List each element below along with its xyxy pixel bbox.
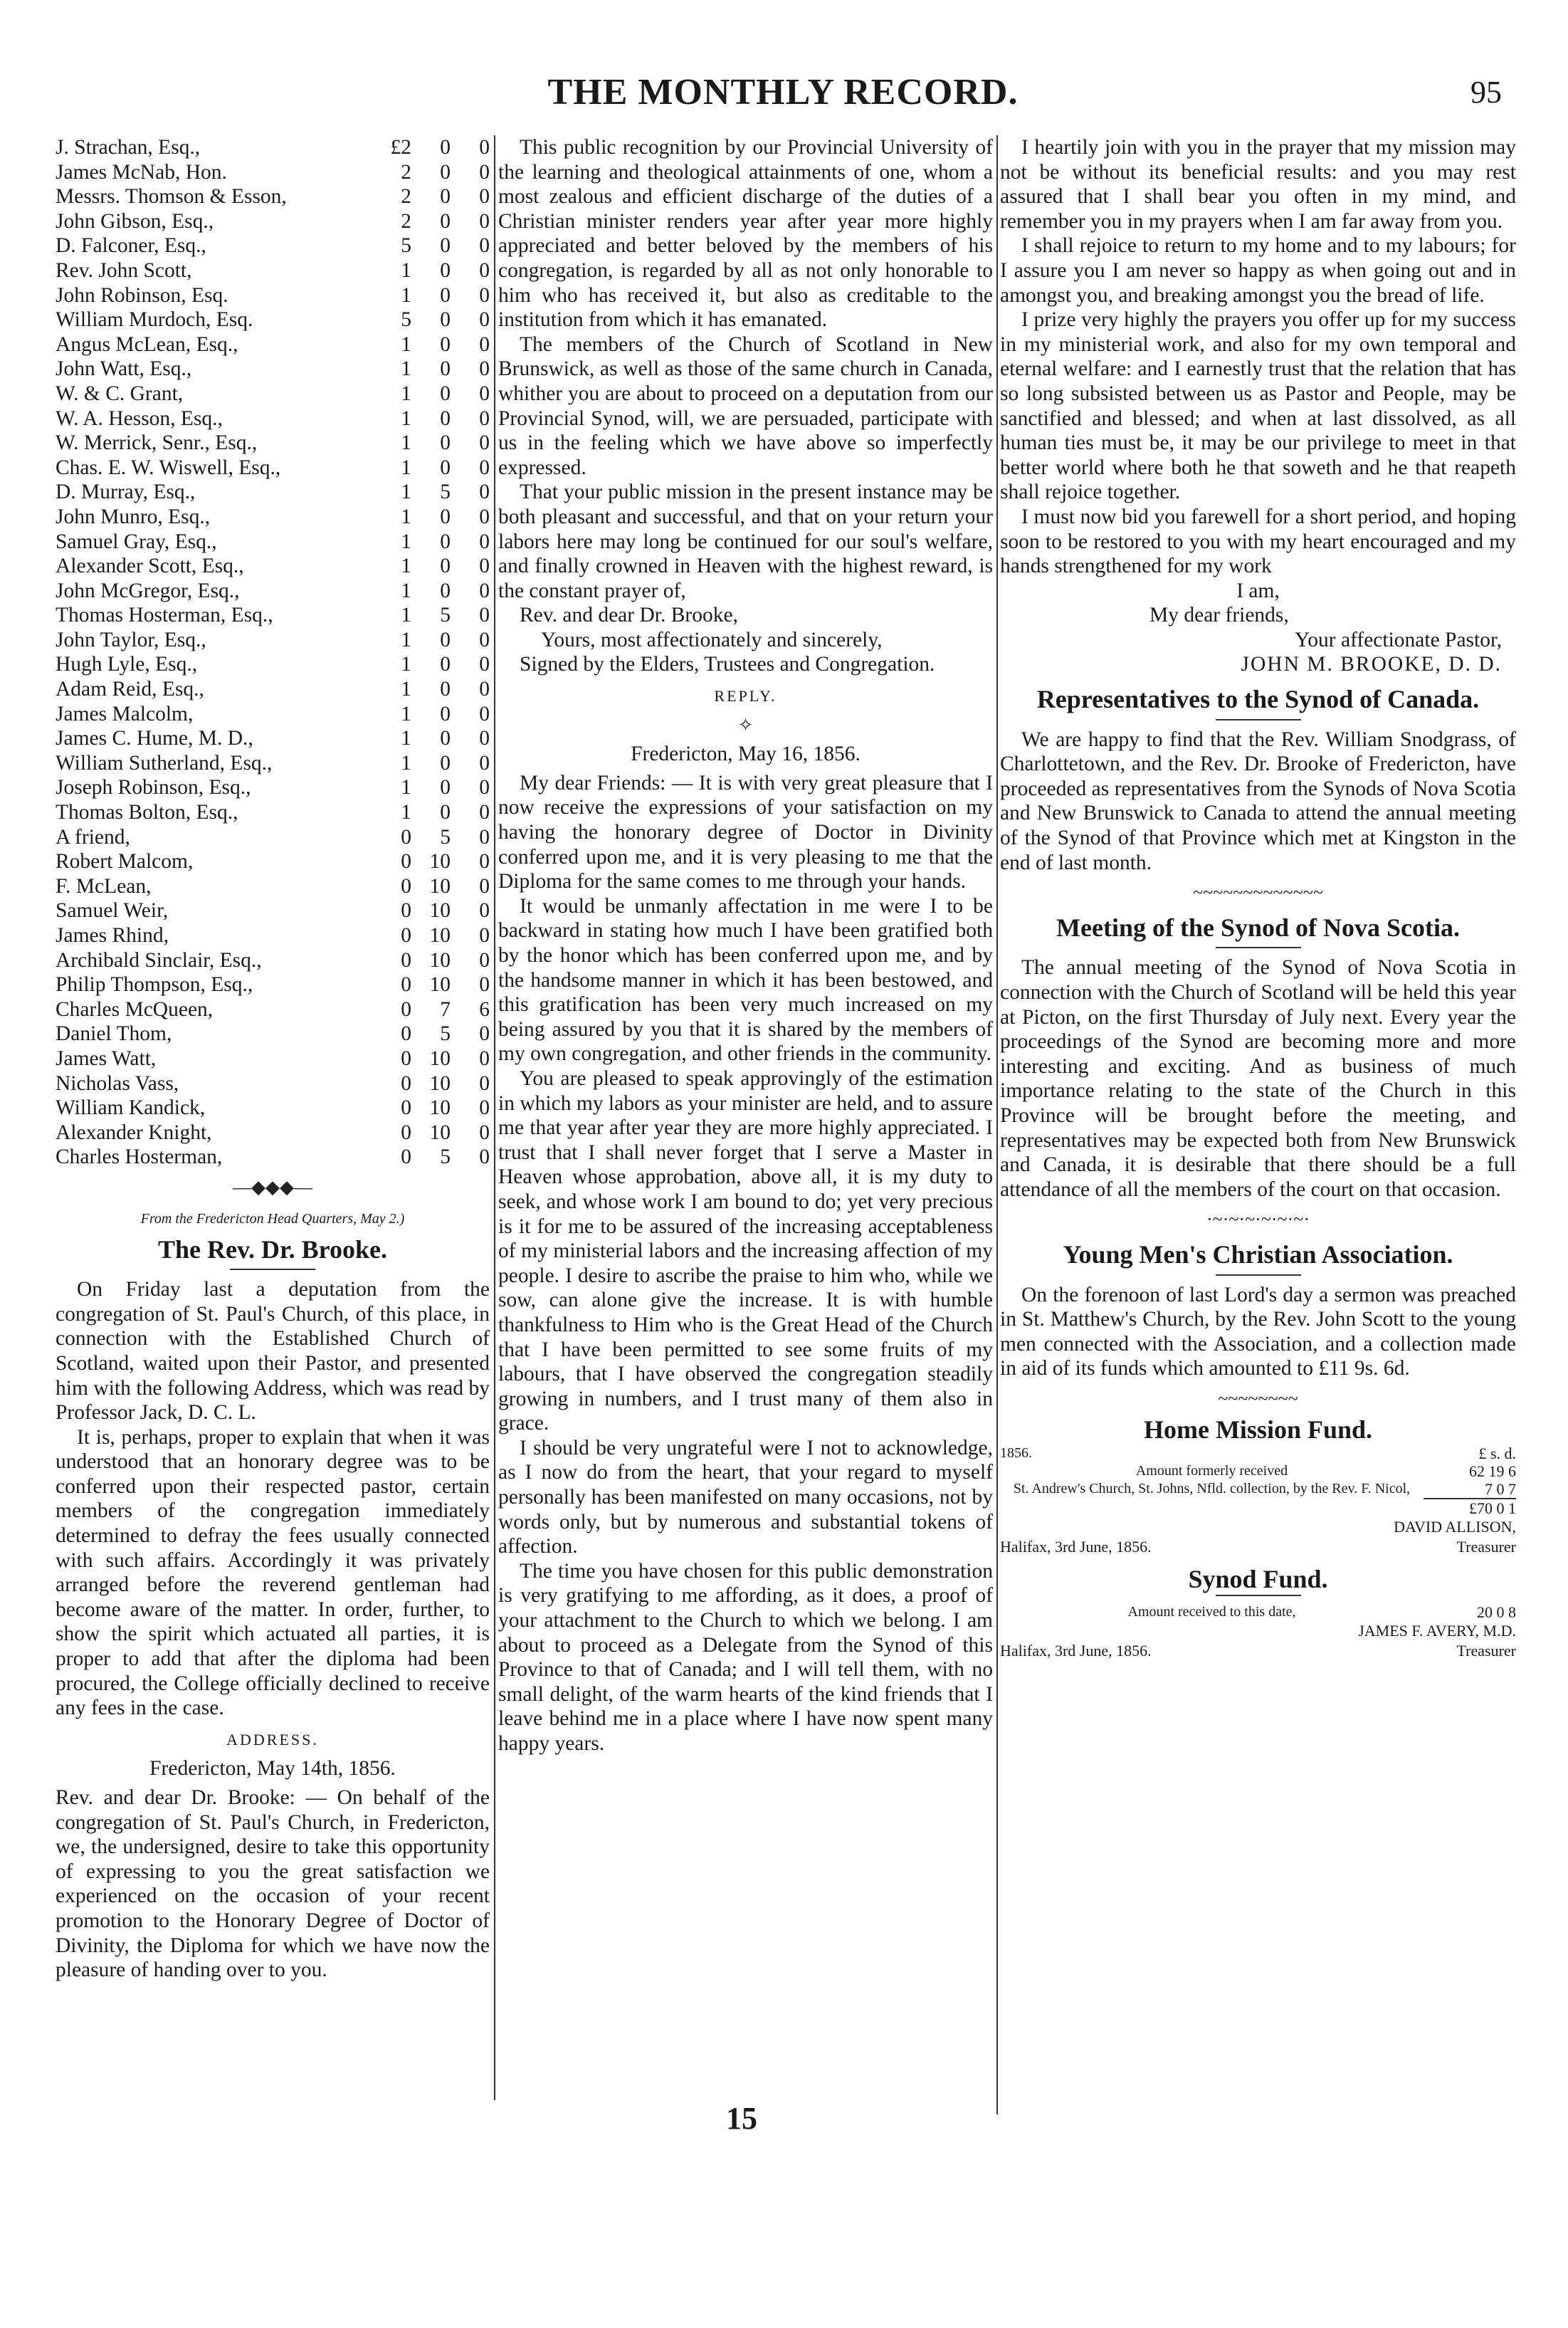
amount-pounds: 0	[401, 1071, 411, 1095]
address-dateline: Fredericton, May 14th, 1856.	[149, 1757, 396, 1781]
paragraph: The annual meeting of the Synod of Nova Scotia in connection with the Church of Scotland will be held this year at Picton, on the first Thursday of July next. Every year the proceedings of the Synod are becoming more and more interesting and exciting. And as business of much importance relating to the state of the Church in this Province will be brought before the meeting, and representatives may be expected both from New Brunswick and Canada, it is desirable that there should be a full attendance of all the members of the court on that occasion.	[1000, 956, 1516, 1201]
amount-shillings: 5	[440, 481, 451, 504]
amount-pounds: 1	[401, 332, 411, 356]
paragraph: The members of the Church of Scotland in New Brunswick, as well as those of the same church in Canada, whither you are about to proceed on a deputation from our Provincial Synod, will, we are persuaded, participate with us in the feeling which we have above so imperfectly expressed.	[498, 332, 993, 479]
closing-line: I am,	[1236, 579, 1280, 602]
synod-fund	[1000, 1567, 1516, 1661]
subscription-row	[56, 480, 490, 505]
subscriber-name: John Taylor, Esq.,	[56, 628, 206, 651]
closing-line: Yours, most affectionately and sincerely,	[541, 628, 883, 651]
amount-pounds: 0	[401, 1096, 411, 1120]
amount-shillings: 0	[440, 678, 451, 701]
amount-pounds: 0	[401, 1145, 411, 1169]
subscription-row	[56, 948, 490, 973]
amount-shillings: 10	[429, 1047, 451, 1070]
amount-shillings: 0	[440, 209, 451, 233]
amount-pence: 0	[479, 258, 490, 282]
fund-line	[1000, 1480, 1516, 1498]
amount-shillings: 5	[440, 825, 451, 849]
ornament-divider: ~~~~~~~~	[1218, 1388, 1298, 1409]
amount-pence: 0	[479, 702, 490, 725]
amount-pence: 0	[479, 431, 490, 455]
paragraph: We are happy to find that the Rev. William Snodgrass, of Charlottetown, and the Rev. Dr. Brooke of Fredericton, have proceeded as representatives from the Synods of Nova Scotia and New Brunswick to Canada to attend the annual meeting of the Synod of that Province which met at Kingston in the end of last month.	[1000, 728, 1516, 874]
fund-line-label: Amount formerly received	[1135, 1463, 1288, 1479]
amount-pounds: 1	[401, 481, 411, 504]
amount-pounds: 1	[401, 505, 411, 528]
amount-pounds: 0	[401, 899, 411, 923]
amount-shillings: 0	[440, 555, 451, 578]
amount-pounds: 2	[401, 209, 411, 233]
subscription-row	[56, 923, 490, 948]
subscriber-name: James McNab, Hon.	[56, 160, 227, 184]
reply-heading: REPLY.	[714, 687, 777, 706]
subscriber-name: Nicholas Vass,	[56, 1071, 179, 1095]
page-number: 95	[1470, 75, 1502, 110]
divider	[1216, 1595, 1301, 1596]
amount-shillings: 0	[440, 751, 451, 775]
amount-pounds: 1	[401, 628, 411, 651]
subscription-row	[56, 775, 490, 800]
subscriber-name: William Murdoch, Esq.	[56, 308, 253, 332]
home-mission-title: Home Mission Fund.	[1143, 1415, 1373, 1444]
subscriber-name: James Watt,	[56, 1047, 157, 1070]
ornament-divider: ~~~~~~~~~~~~~	[1193, 882, 1323, 903]
paragraph: Rev. and dear Dr. Brooke: — On behalf of the congregation of St. Paul's Church, in Fredericton, we, the undersigned, desire to take this opportunity of expressing to you the great satisfaction we experienced on the occasion of your recent promotion to the Honorary Degree of Doctor of Divinity, the Diploma for which we have now the pleasure of handing over to you.	[56, 1786, 490, 1982]
amount-pounds: 1	[401, 702, 411, 725]
amount-shillings: 10	[429, 1121, 451, 1144]
amount-shillings: 0	[440, 727, 451, 750]
subscriber-name: Samuel Gray, Esq.,	[56, 530, 217, 553]
subscription-row	[56, 1071, 490, 1096]
paragraph: On the forenoon of last Lord's day a sermon was preached in St. Matthew's Church, by the Rev. John Scott to the young men connected with the Association, and a collection made in aid of its funds which amounted to £11 9s. 6d.	[1000, 1283, 1516, 1380]
subscription-row	[56, 825, 490, 850]
subscription-row	[56, 603, 490, 628]
fund-line-value: 20 0 8	[1477, 1603, 1516, 1621]
subscriber-name: John Robinson, Esq.	[56, 283, 228, 307]
subscriber-name: A friend,	[56, 825, 130, 849]
subscriber-name: Hugh Lyle, Esq.,	[56, 653, 198, 676]
subscriber-name: Archibald Sinclair, Esq.,	[56, 948, 262, 972]
paragraph: It is, perhaps, proper to explain that when it was understood that an honorary degree was to be conferred upon their respected pastor, certain members of the congregation immediately determined to defray the fees usually connected with such affairs. Accordingly it was privately arranged before the reverend gentleman had become aware of the matter. In order, further, to show the spirit which actuated all parties, it is proper to add that after the diploma had been procured, the College officially declined to receive any fees in the case.	[56, 1425, 490, 1720]
subscriber-name: John Munro, Esq.,	[56, 505, 211, 528]
fund-line-label: Amount received to this date,	[1127, 1603, 1296, 1620]
amount-pounds: 1	[401, 555, 411, 578]
subscriber-name: James C. Hume, M. D.,	[56, 727, 253, 750]
subscriber-name: Angus McLean, Esq.,	[56, 332, 238, 356]
subscription-row	[56, 800, 490, 825]
subscriber-name: Chas. E. W. Wiswell, Esq.,	[56, 456, 281, 479]
fund-line-label: St. Andrew's Church, St. Johns, Nfld. collection, by the Rev. F. Nicol,	[1013, 1481, 1411, 1497]
amount-pounds: 0	[401, 948, 411, 972]
fund-signer: JAMES F. AVERY, M.D.	[1358, 1621, 1516, 1640]
amount-pence: 0	[479, 1022, 490, 1046]
subscriber-name: John McGregor, Esq.,	[56, 579, 240, 602]
subscription-row	[56, 579, 490, 604]
amount-pence: 0	[479, 874, 490, 898]
amount-pence: 0	[479, 751, 490, 775]
home-mission-fund	[1000, 1417, 1516, 1558]
amount-pence: 0	[479, 1071, 490, 1095]
page-title: THE MONTHLY RECORD.	[547, 72, 1019, 112]
synod-fund-title: Synod Fund.	[1188, 1565, 1328, 1594]
amount-shillings: 5	[440, 1022, 451, 1046]
brooke-article-title: The Rev. Dr. Brooke.	[157, 1234, 387, 1264]
amount-pence: 0	[479, 653, 490, 676]
amount-pence: 0	[479, 382, 490, 405]
subscriber-name: D. Falconer, Esq.,	[56, 234, 206, 258]
subscription-row	[56, 357, 490, 382]
amount-pounds: 2	[401, 185, 411, 209]
closing-line: Signed by the Elders, Trustees and Congregation.	[520, 653, 935, 676]
amount-pence: 0	[479, 407, 490, 430]
signature-row	[1000, 1517, 1516, 1537]
amount-pence: 0	[479, 209, 490, 233]
subscriber-name: Daniel Thom,	[56, 1022, 172, 1046]
subscriber-name: Alexander Scott, Esq.,	[56, 555, 244, 578]
divider	[230, 1269, 315, 1270]
column-2	[498, 135, 993, 1756]
amount-pounds: 1	[401, 604, 411, 627]
closing-line: Rev. and dear Dr. Brooke,	[520, 604, 738, 627]
subscription-row	[56, 628, 490, 653]
amount-shillings: 10	[429, 1096, 451, 1120]
signature-row	[1000, 1621, 1516, 1641]
amount-pounds: 0	[401, 997, 411, 1021]
subscriber-name: W. & C. Grant,	[56, 382, 184, 405]
amount-pence: 0	[479, 357, 490, 381]
amount-shillings: 0	[440, 332, 451, 356]
paragraph: I shall rejoice to return to my home and to my labours; for I assure you I am never so happy as when going out and in amongst you, and breaking amongst you the bread of life.	[1000, 234, 1516, 307]
amount-pence: 0	[479, 776, 490, 799]
subscription-row	[56, 209, 490, 234]
subscription-row	[56, 677, 490, 702]
subscriber-name: Rev. John Scott,	[56, 258, 192, 282]
amount-shillings: 7	[440, 997, 451, 1021]
amount-pounds: 0	[401, 973, 411, 997]
amount-pounds: 1	[401, 678, 411, 701]
subscriber-name: John Gibson, Esq.,	[56, 209, 214, 233]
amount-pounds: 1	[401, 283, 411, 307]
amount-pounds: 1	[401, 579, 411, 602]
amount-shillings: 0	[440, 801, 451, 824]
fund-line	[1000, 1603, 1516, 1621]
amount-pence: 6	[479, 997, 490, 1021]
subscription-list	[56, 135, 490, 1170]
paragraph: I must now bid you farewell for a short period, and hoping soon to be restored to you with my heart encouraged and my hands strengthened for my work	[1000, 505, 1516, 578]
subscription-row	[56, 554, 490, 579]
amount-pounds: 1	[401, 357, 411, 381]
amount-shillings: 0	[440, 308, 451, 332]
subscription-row	[56, 407, 490, 431]
amount-pence: 0	[479, 924, 490, 947]
subscriber-name: Alexander Knight,	[56, 1121, 212, 1144]
subscriber-name: William Sutherland, Esq.,	[56, 751, 273, 775]
amount-pence: 0	[479, 505, 490, 528]
amount-shillings: 0	[440, 407, 451, 430]
page-header	[43, 71, 1523, 121]
fund-role: Treasurer	[1456, 1538, 1516, 1556]
amount-pence: 0	[479, 948, 490, 972]
subscriber-name: Thomas Bolton, Esq.,	[56, 801, 238, 824]
amount-shillings: 10	[429, 924, 451, 947]
amount-shillings: 5	[440, 604, 451, 627]
amount-shillings: 10	[429, 850, 451, 874]
paragraph: My dear Friends: — It is with very great pleasure that I now receive the expressions of your satisfaction on my having the honorary degree of Doctor in Divinity conferred upon me, and it is very pleasing to me that the Diploma for the same comes to me through your hands.	[498, 771, 993, 893]
subscription-row	[56, 456, 490, 481]
subscription-row	[56, 332, 490, 357]
amount-shillings: 0	[440, 234, 451, 258]
amount-shillings: 0	[440, 530, 451, 553]
subscriber-name: Thomas Hosterman, Esq.,	[56, 604, 273, 627]
amount-shillings: 0	[440, 357, 451, 381]
subscriber-name: Adam Reid, Esq.,	[56, 678, 204, 701]
amount-pounds: 2	[401, 160, 411, 184]
amount-shillings: 0	[440, 653, 451, 676]
amount-pence: 0	[479, 628, 490, 651]
subscriber-name: Samuel Weir,	[56, 899, 169, 923]
paragraph: The time you have chosen for this public demonstration is very gratifying to me affording, as it does, a proof of your attachment to the Church to which we belong. I am about to proceed as a Delegate from the Synod of this Province to that of Canada; and I will tell them, with no small delight, of the warm hearts of the kind friends that I leave behind me in a place where I have now spent many happy years.	[498, 1559, 993, 1755]
amount-pence: 0	[479, 283, 490, 307]
amount-shillings: 0	[440, 382, 451, 405]
synod-meeting-title: Meeting of the Synod of Nova Scotia.	[1056, 913, 1460, 942]
subscription-row	[56, 874, 490, 899]
amount-shillings: 0	[440, 702, 451, 725]
amount-pounds: 1	[401, 653, 411, 676]
amount-pence: 0	[479, 1096, 490, 1120]
amount-shillings: 0	[440, 160, 451, 184]
subscriber-name: J. Strachan, Esq.,	[56, 136, 201, 159]
fund-total-value: £70 0 1	[1424, 1498, 1516, 1517]
subscriber-name: F. McLean,	[56, 874, 152, 898]
amount-shillings: 0	[440, 505, 451, 528]
subscription-row	[56, 898, 490, 923]
column-1	[56, 135, 490, 1983]
divider	[1216, 719, 1301, 720]
subscriber-name: Robert Malcom,	[56, 850, 194, 874]
amount-pence: 0	[479, 1047, 490, 1070]
amount-pounds: 1	[401, 382, 411, 405]
reply-dateline: Fredericton, May 16, 1856.	[631, 743, 861, 766]
amount-pence: 0	[479, 308, 490, 332]
fund-line	[1000, 1462, 1516, 1480]
amount-pounds: 0	[401, 1121, 411, 1144]
amount-pounds: 1	[401, 776, 411, 799]
amount-pounds: 5	[401, 234, 411, 258]
subscriber-name: Charles McQueen,	[56, 997, 214, 1021]
amount-pence: 0	[479, 136, 490, 159]
amount-pence: 0	[479, 185, 490, 209]
subscription-row	[56, 972, 490, 997]
column-3	[1000, 135, 1516, 1661]
paragraph: On Friday last a deputation from the congregation of St. Paul's Church, of this place, in connection with the Established Church of Scotland, waited upon their Pastor, and presented him with the following Address, which was read by Professor Jack, D. C. L.	[56, 1278, 490, 1425]
fund-year: 1856.	[1000, 1445, 1032, 1462]
signature-mark: 15	[726, 2101, 757, 2136]
paragraph: That your public mission in the present instance may be both pleasant and successful, and that on your return your labors here may long be continued for our soul's welfare, and finally crowned in Heaven with the highest reward, is the constant prayer of,	[498, 481, 993, 602]
amount-pence: 0	[479, 481, 490, 504]
subscription-row	[56, 258, 490, 283]
divider	[1216, 947, 1301, 948]
paragraph: This public recognition by our Provincial University of the learning and theological attainments of one, whom a most zealous and efficient discharge of the duties of a Christian minister renders year after year more highly appreciated and better beloved by the members of his congregation, is regarded by all as not only honorable to him who has received it, but also as creditable to the institution from which it has emanated.	[498, 136, 993, 332]
fund-line-value: 62 19 6	[1469, 1462, 1516, 1481]
amount-pounds: 0	[401, 874, 411, 898]
subscription-row	[56, 382, 490, 407]
amount-pence: 0	[479, 801, 490, 824]
amount-pence: 0	[479, 973, 490, 997]
amount-pounds: 0	[401, 924, 411, 947]
amount-pounds: 1	[401, 530, 411, 553]
subscriber-name: Charles Hosterman,	[56, 1145, 223, 1169]
amount-shillings: 0	[440, 258, 451, 282]
subscription-row	[56, 1022, 490, 1047]
signature-row	[1000, 1641, 1516, 1661]
fund-signer: DAVID ALLISON,	[1394, 1518, 1516, 1536]
fund-line-value: 7 0 7	[1485, 1480, 1516, 1499]
amount-pounds: 5	[401, 308, 411, 332]
paragraph: I should be very ungrateful were I not to acknowledge, as I now do from the heart, that your regard to myself personally has been manifested on many occasions, not by words only, but by numerous and substantial tokens of affection.	[498, 1436, 993, 1558]
amount-pounds: £2	[390, 136, 411, 159]
representatives-title: Representatives to the Synod of Canada.	[1036, 685, 1480, 714]
subscription-row	[56, 530, 490, 555]
paragraph: You are pleased to speak approvingly of the estimation in which my labors as your minister are held, and to assure me that year after year they are more highly appreciated. I trust that I shall never forget that I serve a Master in Heaven whose approbation, above all, it is my duty to seek, and whose work I am bound to do; yet very precious is it for me to be assured of the increasing acceptableness of my ministerial labors and the increasing affection of my people. I desire to ascribe the praise to him who, while we sow, can alone give the increase. It is with humble thankfulness to Him who is the Great Head of the Church that I have been permitted to see some fruits of my labours, that I have observed the congregation steadily growing in numbers, and I trust many of them also in grace.	[498, 1066, 993, 1435]
subscriber-name: Philip Thompson, Esq.,	[56, 973, 253, 997]
ymca-title: Young Men's Christian Association.	[1063, 1239, 1453, 1269]
source-note: From the Fredericton Head Quarters, May 2.)	[140, 1210, 405, 1227]
subscriber-name: W. Merrick, Senr., Esq.,	[56, 431, 258, 455]
amount-pounds: 0	[401, 825, 411, 849]
fund-place-date: Halifax, 3rd June, 1856.	[1000, 1538, 1152, 1556]
fund-place-date: Halifax, 3rd June, 1856.	[1000, 1641, 1152, 1660]
amount-shillings: 0	[440, 136, 451, 159]
amount-pence: 0	[479, 530, 490, 553]
subscription-row	[56, 751, 490, 776]
amount-pounds: 1	[401, 407, 411, 430]
amount-pounds: 1	[401, 456, 411, 479]
paragraph: It would be unmanly affectation in me were I to be backward in stating how much I have been gratified both by the honor which has been conferred upon me, and by the handsome manner in which it has been bestowed, and this gratification has been very much increased on my being assured by you that it is shared by the members of my own congregation, and other friends in the community.	[498, 894, 993, 1066]
amount-pence: 0	[479, 579, 490, 602]
amount-shillings: 10	[429, 948, 451, 972]
subscription-row	[56, 702, 490, 727]
subscription-row	[56, 849, 490, 874]
closing-line: Your affectionate Pastor,	[1294, 628, 1502, 651]
closing-line: My dear friends,	[1149, 604, 1289, 627]
ornament-divider: ·~·~·~·~·~·~·	[1206, 1209, 1310, 1230]
amount-pence: 0	[479, 604, 490, 627]
subscription-row	[56, 726, 490, 751]
amount-pence: 0	[479, 332, 490, 356]
amount-shillings: 10	[429, 899, 451, 923]
fund-header-row	[1000, 1444, 1516, 1462]
amount-pence: 0	[479, 678, 490, 701]
amount-shillings: 0	[440, 628, 451, 651]
amount-pounds: 0	[401, 1022, 411, 1046]
amount-pence: 0	[479, 160, 490, 184]
amount-shillings: 0	[440, 185, 451, 209]
address-heading: ADDRESS.	[226, 1730, 319, 1748]
subscription-row	[56, 308, 490, 332]
amount-pounds: 0	[401, 850, 411, 874]
amount-shillings: 5	[440, 1145, 451, 1169]
subscriber-name: James Malcolm,	[56, 702, 194, 725]
ornament-divider: ✧	[737, 714, 754, 735]
amount-pence: 0	[479, 1145, 490, 1169]
paragraph: I heartily join with you in the prayer that my mission may not be without its beneficial results: and you may rest assured that I shall bear you often in my mind, and remember you in my prayers when I am far away from you.	[1000, 136, 1516, 233]
column-rule-2	[996, 135, 998, 2114]
amount-pence: 0	[479, 234, 490, 258]
subscriber-name: D. Murray, Esq.,	[56, 481, 196, 504]
divider	[1216, 1274, 1301, 1276]
subscription-row	[56, 184, 490, 209]
ornament-divider: —◆◆◆—	[233, 1176, 312, 1197]
amount-pence: 0	[479, 850, 490, 874]
amount-pounds: 0	[401, 1047, 411, 1070]
subscription-row	[56, 160, 490, 185]
amount-shillings: 10	[429, 1071, 451, 1095]
subscriber-name: William Kandick,	[56, 1096, 206, 1120]
subscription-row	[56, 1145, 490, 1170]
subscription-row	[56, 135, 490, 160]
fund-role: Treasurer	[1456, 1641, 1516, 1660]
amount-pence: 0	[479, 825, 490, 849]
amount-pence: 0	[479, 456, 490, 479]
subscription-row	[56, 431, 490, 456]
subscriber-name: John Watt, Esq.,	[56, 357, 192, 381]
subscriber-name: Messrs. Thomson & Esson,	[56, 185, 287, 209]
amount-shillings: 10	[429, 874, 451, 898]
subscriber-name: James Rhind,	[56, 924, 169, 947]
amount-pence: 0	[479, 1121, 490, 1144]
subscription-row	[56, 652, 490, 677]
column-rule-1	[494, 135, 495, 2100]
subscription-row	[56, 505, 490, 530]
amount-shillings: 0	[440, 776, 451, 799]
subscription-row	[56, 997, 490, 1022]
paragraph: I prize very highly the prayers you offer up for my success in my ministerial work, and also for my own temporal and eternal welfare: and I earnestly trust that the relation that has so long subsisted between us as Pastor and People, may be sanctified and blessed; and when at last dissolved, as all human ties must be, it may be our privilege to meet in that better world where both he that soweth and he that reapeth shall rejoice together.	[1000, 308, 1516, 504]
amount-pence: 0	[479, 727, 490, 750]
currency-header: £ s. d.	[1478, 1444, 1516, 1463]
amount-pence: 0	[479, 555, 490, 578]
signature-row	[1000, 1537, 1516, 1557]
amount-pence: 0	[479, 899, 490, 923]
amount-shillings: 0	[440, 283, 451, 307]
subscriber-name: W. A. Hesson, Esq.,	[56, 407, 223, 430]
amount-shillings: 0	[440, 456, 451, 479]
reply-signature: JOHN M. BROOKE, D. D.	[1241, 653, 1502, 676]
amount-pounds: 1	[401, 751, 411, 775]
amount-pounds: 1	[401, 258, 411, 282]
amount-pounds: 1	[401, 801, 411, 824]
subscription-row	[56, 1096, 490, 1121]
amount-pounds: 1	[401, 431, 411, 455]
subscription-row	[56, 283, 490, 308]
amount-shillings: 0	[440, 431, 451, 455]
subscription-row	[56, 1047, 490, 1071]
subscription-row	[56, 1121, 490, 1145]
amount-shillings: 0	[440, 579, 451, 602]
subscription-row	[56, 234, 490, 258]
fund-total	[1000, 1498, 1516, 1517]
amount-shillings: 10	[429, 973, 451, 997]
amount-pounds: 1	[401, 727, 411, 750]
subscriber-name: Joseph Robinson, Esq.,	[56, 776, 251, 799]
